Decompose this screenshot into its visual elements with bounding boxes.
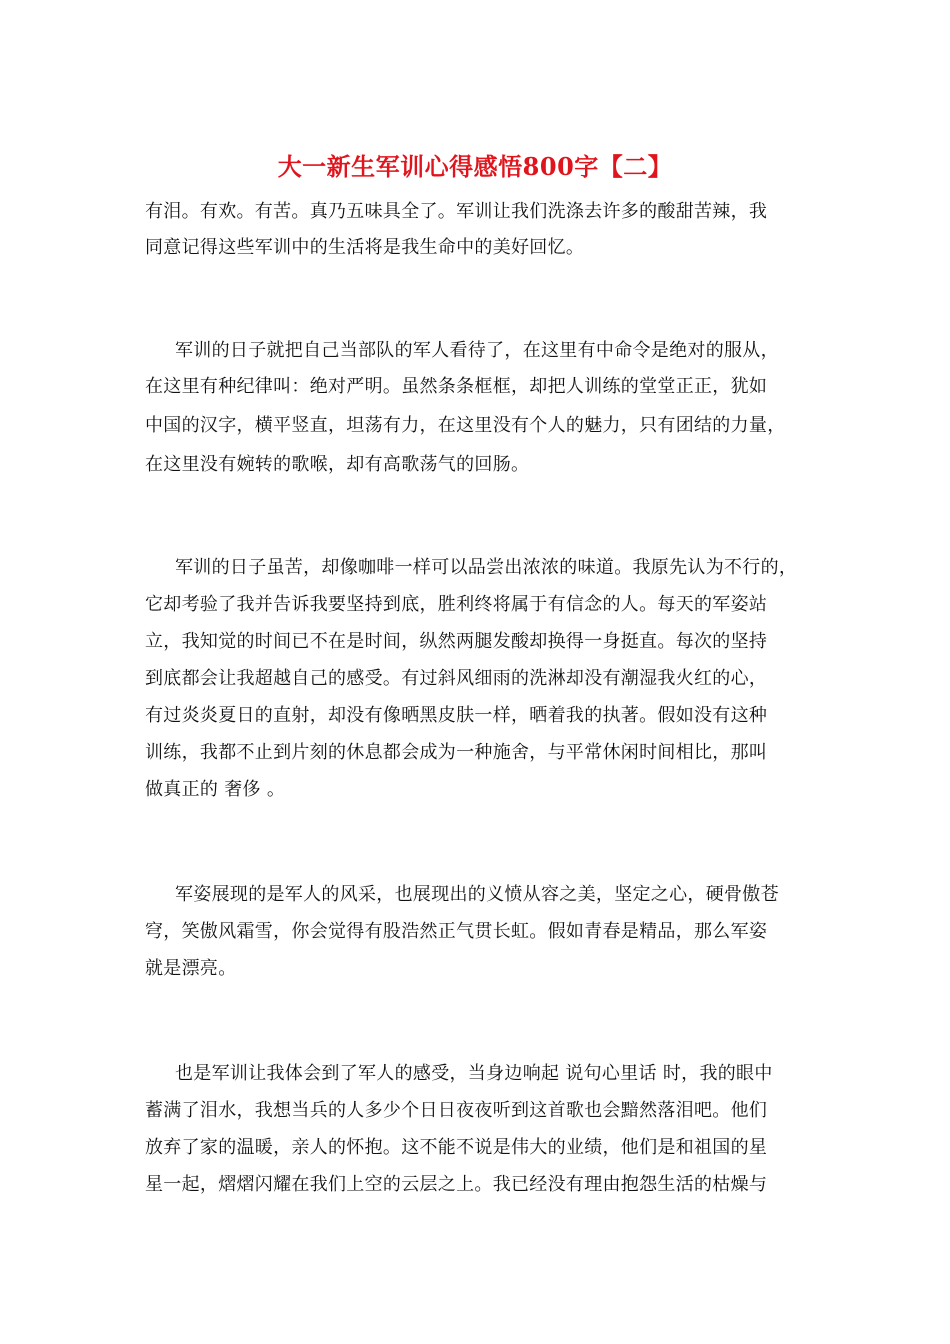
paragraph-line: 有过炎炎夏日的直射，却没有像晒黑皮肤一样，晒着我的执著。假如没有这种 — [145, 705, 768, 726]
paragraph-line: 在这里有种纪律叫：绝对严明。虽然条条框框，却把人训练的堂堂正正，犹如 — [145, 376, 768, 397]
paragraph-line: 军训的日子就把自己当部队的军人看待了，在这里有中命令是绝对的服从， — [175, 340, 779, 361]
paragraph-line: 在这里没有婉转的歌喉，却有高歌荡气的回肠。 — [145, 454, 530, 475]
paragraph-line: 穹，笑傲风霜雪，你会觉得有股浩然正气贯长虹。假如青春是精品，那么军姿 — [145, 921, 768, 942]
paragraph-line: 到底都会让我超越自己的感受。有过斜风细雨的洗淋却没有潮湿我火红的心， — [145, 668, 768, 689]
paragraph-line: 立，我知觉的时间已不在是时间，纵然两腿发酸却换得一身挺直。每次的坚持 — [145, 631, 768, 652]
paragraph-line: 做真正的 奢侈 。 — [145, 779, 286, 800]
paragraph-line: 蓄满了泪水，我想当兵的人多少个日日夜夜听到这首歌也会黯然落泪吧。他们 — [145, 1100, 768, 1121]
paragraph-line: 训练，我都不止到片刻的休息都会成为一种施舍，与平常休闲时间相比，那叫 — [145, 742, 768, 763]
paragraph-line: 军姿展现的是军人的风采，也展现出的义愤从容之美，坚定之心，硬骨傲苍 — [175, 884, 779, 905]
paragraph-line: 军训的日子虽苦，却像咖啡一样可以品尝出浓浓的味道。我原先认为不行的， — [175, 557, 798, 578]
paragraph-line: 它却考验了我并告诉我要坚持到底，胜利终将属于有信念的人。每天的军姿站 — [145, 594, 768, 615]
paragraph-line: 放弃了家的温暖，亲人的怀抱。这不能不说是伟大的业绩，他们是和祖国的星 — [145, 1137, 768, 1158]
paragraph-line: 同意记得这些军训中的生活将是我生命中的美好回忆。 — [145, 237, 585, 258]
paragraph-line: 中国的汉字，横平竖直，坦荡有力，在这里没有个人的魅力，只有团结的力量， — [145, 415, 786, 436]
paragraph-line: 有泪。有欢。有苦。真乃五味具全了。军训让我们洗涤去许多的酸甜苦辣，我 — [145, 201, 768, 222]
document-title: 大一新生军训心得感悟800字【二】 — [277, 152, 673, 181]
paragraph-line: 就是漂亮。 — [145, 958, 237, 979]
paragraph-line: 星一起，熠熠闪耀在我们上空的云层之上。我已经没有理由抱怨生活的枯燥与 — [145, 1174, 768, 1195]
paragraph-line: 也是军训让我体会到了军人的感受，当身边响起 说句心里话 时，我的眼中 — [175, 1063, 773, 1084]
